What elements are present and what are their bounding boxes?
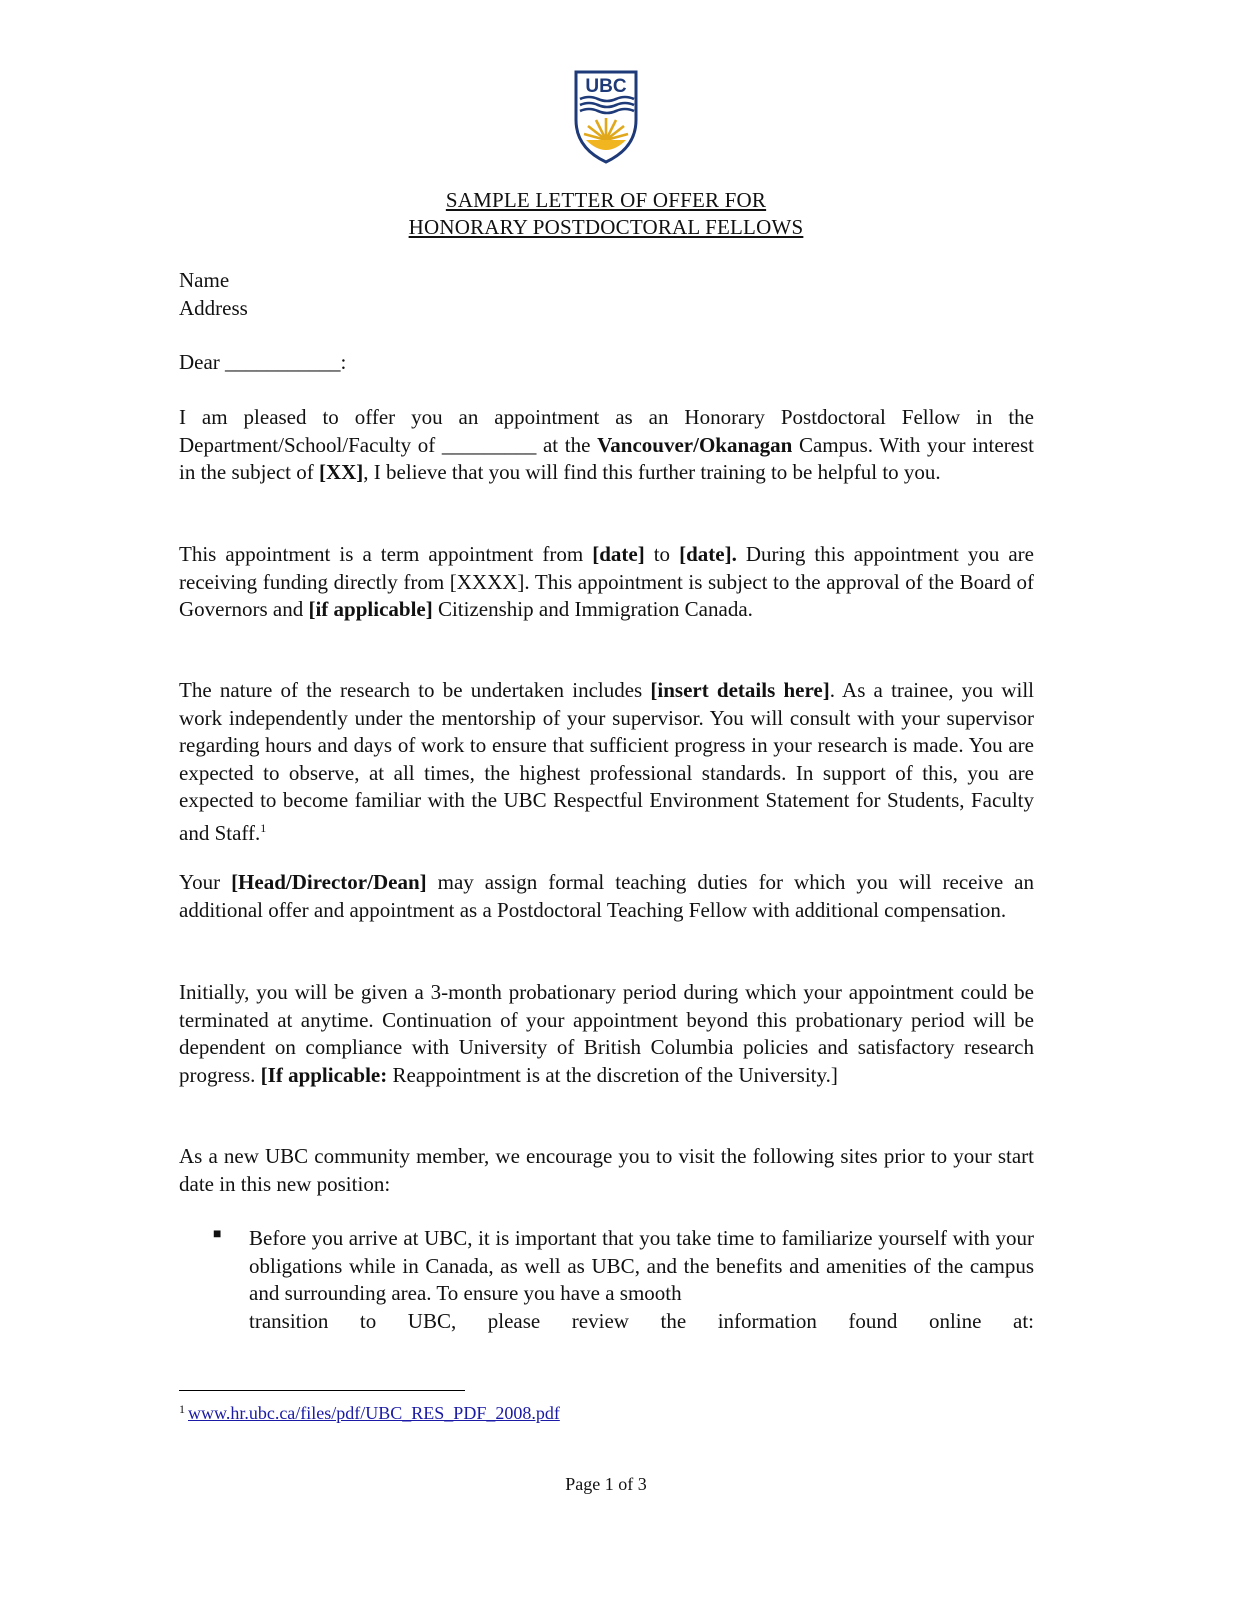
recipient-block	[179, 267, 1034, 322]
p1-text-a: I am pleased to offer you an appointment as an Honorary Postdoctoral Fellow in the Department/School/Faculty of _________ at the	[179, 405, 1034, 457]
recipient-name: Name	[179, 268, 230, 292]
p4-text-c: may assign formal teaching duties for which you will receive an additional offer and appointment as a Postdoctoral Teaching Fellow with additional compensation.	[179, 870, 1034, 922]
footnote	[179, 1402, 560, 1424]
p1-campus: Vancouver/Okanagan	[597, 432, 793, 457]
p5-if-applicable: [If applicable:	[260, 1062, 388, 1087]
p5-text-a: Initially, you will be given a 3-month probationary period during which your appointment could be terminated at anytime. Continuation of your appointment beyond this probationary period will be dependent on compliance with University of British Columbia policies and satisfactory research progress.	[179, 980, 1034, 1087]
footnote-divider	[179, 1390, 465, 1391]
list-item	[249, 1225, 1034, 1335]
salutation: Dear ___________:	[179, 350, 347, 374]
paragraph-3	[179, 677, 1034, 847]
p3-text-a: The nature of the research to be undertaken includes	[179, 678, 651, 702]
p2-if-applicable: [if applicable]	[308, 597, 433, 621]
recipient-address: Address	[179, 295, 248, 320]
paragraph-6: As a new UBC community member, we encourage you to visit the following sites prior to your start date in this new position:	[179, 1144, 1034, 1196]
footnote-number: 1	[179, 1402, 185, 1416]
document-title-line-1: SAMPLE LETTER OF OFFER FOR	[445, 188, 767, 212]
p3-text-c: . As a trainee, you will work independently under the mentorship of your supervisor. You will consult with your supervisor regarding hours and days of work to ensure that sufficient progress in your research is made. You are expected to observe, at all times, the highest professional standards. In support of this, you are expected to become familiar with the UBC Respectful Environment Statement for Students, Faculty and Staff.	[179, 678, 1035, 845]
p2-end-date: [date].	[679, 542, 737, 566]
p2-text-a: This appointment is a term appointment from	[179, 542, 593, 566]
p1-text-c: Campus. With your interest in the subject of	[179, 432, 1034, 484]
footnote-link[interactable]: www.hr.ubc.ca/files/pdf/UBC_RES_PDF_2008.pdf	[188, 1403, 560, 1423]
ubc-logo	[572, 68, 640, 164]
p1-text-e: , I believe that you will find this further training to be helpful to you.	[363, 460, 941, 484]
p4-role: [Head/Director/Dean]	[231, 870, 427, 894]
svg-text:UBC: UBC	[585, 76, 627, 97]
p2-text-g: Citizenship and Immigration Canada.	[432, 597, 753, 621]
p1-subject: [XX]	[318, 460, 364, 484]
bullet-text-b: transition to UBC, please review the information found online at:	[249, 1308, 1034, 1333]
paragraph-4	[179, 869, 1034, 924]
paragraph-2	[179, 541, 1034, 624]
paragraph-1	[179, 404, 1034, 487]
paragraph-5	[179, 979, 1034, 1089]
ubc-crest-icon	[572, 68, 640, 164]
p2-start-date: [date]	[592, 542, 645, 566]
p2-text-e: During this appointment you are receiving funding directly from [XXXX]. This appointment is subject to the approval of the Board of Governors and	[179, 542, 1034, 621]
bullet-icon: ■	[213, 1227, 222, 1242]
bullet-text-a: Before you arrive at UBC, it is important that you take time to familiarize yourself with your obligations while in Canada, as well as UBC, and the benefits and amenities of the campus and surrounding area. To ensure you have a smooth	[249, 1226, 1034, 1305]
document-title-line-2: HONORARY POSTDOCTORAL FELLOWS	[408, 215, 804, 239]
p5-text-c: Reappointment is at the discretion of the University.]	[387, 1062, 838, 1087]
p3-details: [insert details here]	[650, 678, 830, 702]
page-number: Page 1 of 3	[565, 1474, 647, 1494]
p4-text-a: Your	[179, 870, 232, 894]
footnote-marker: 1	[260, 820, 267, 835]
p2-text-c: to	[644, 542, 680, 566]
